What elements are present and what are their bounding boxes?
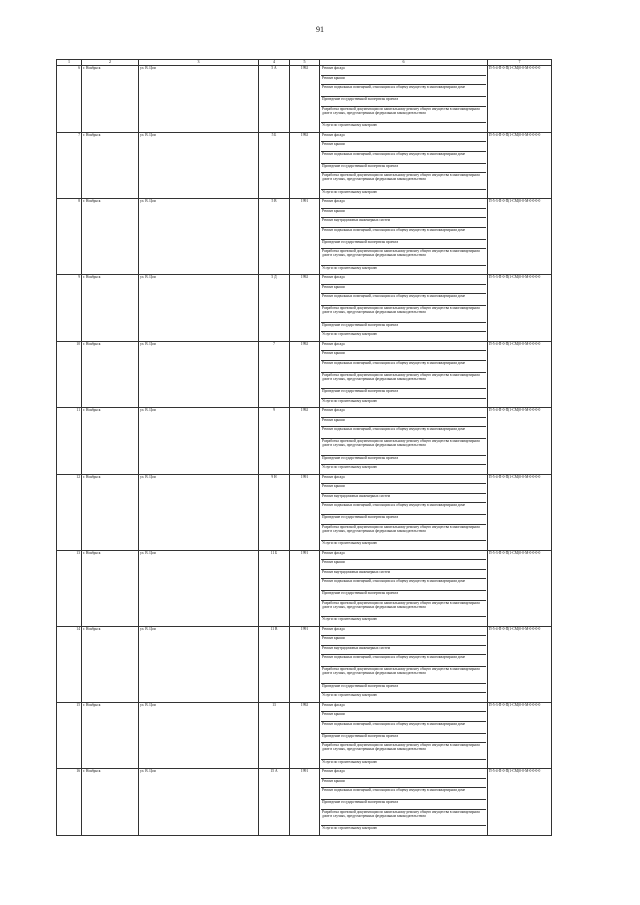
work-types <box>320 702 488 769</box>
house-number: 5 В <box>259 199 290 275</box>
table-row <box>57 66 552 133</box>
work-item: Ремонт подвальных помещений, относящихся к общему имуществу в многоквартирном доме <box>321 427 486 439</box>
work-item: Ремонт подвальных помещений, относящихся к общему имуществу в многоквартирном доме <box>321 503 486 515</box>
row-number: 14 <box>57 626 82 702</box>
work-item: Ремонт подвальных помещений, относящихся к общему имуществу в многоквартирном доме <box>321 655 486 667</box>
house-number: 5 Д <box>259 275 290 342</box>
work-item: Ремонт фасада <box>321 342 486 352</box>
work-item: Ремонт фасада <box>321 199 486 209</box>
row-number: 7 <box>57 132 82 199</box>
work-item: Ремонт подвальных помещений, относящихся к общему имуществу в многоквартирном доме <box>321 579 486 591</box>
table-row <box>57 702 552 769</box>
work-types <box>320 769 488 836</box>
work-item: Разработка проектной документации по капитальному ремонту общего имущества в многоквартирном доме в случаях, предусмотренных федеральным законодательством <box>321 173 486 190</box>
work-item: Проведение государственной экспертизы проекта <box>321 240 486 250</box>
city: г. Ноябрьск <box>82 626 139 702</box>
work-item: Ремонт крыши <box>321 285 486 295</box>
work-item: Проведение государственной экспертизы проекта <box>321 97 486 107</box>
row-number: 6 <box>57 66 82 133</box>
street: ул. В. Цои <box>139 199 259 275</box>
street: ул. В. Цои <box>139 550 259 626</box>
building-code: П-5-3-П-0-П(1-СМ)0-0-М-0-0-0-0 <box>488 275 552 342</box>
house-number: 11 В <box>259 626 290 702</box>
work-item: Ремонт подвальных помещений, относящихся к общему имуществу в многоквартирном доме <box>321 361 486 373</box>
row-number: 11 <box>57 408 82 475</box>
work-types <box>320 275 488 342</box>
city: г. Ноябрьск <box>82 132 139 199</box>
street: ул. В. Цои <box>139 702 259 769</box>
work-item: Ремонт фасада <box>321 66 486 76</box>
build-year: 1992 <box>290 702 320 769</box>
work-item: Ремонт внутридомовых инженерных систем <box>321 494 486 504</box>
building-code: П-5-4-П-0-П(1-СМ)0-0-М-0-0-0-0 <box>488 408 552 475</box>
work-item: Разработка проектной документации по капитальному ремонту общего имущества в многоквартирном доме в случаях, предусмотренных федеральным законодательством <box>321 373 486 390</box>
work-item: Ремонт крыши <box>321 636 486 646</box>
street: ул. В. Цои <box>139 341 259 408</box>
work-item: Проведение государственной экспертизы проекта <box>321 164 486 174</box>
table-row <box>57 626 552 702</box>
work-item: Ремонт внутридомовых инженерных систем <box>321 646 486 656</box>
row-number: 8 <box>57 199 82 275</box>
work-item: Ремонт внутридомовых инженерных систем <box>321 218 486 228</box>
table-row <box>57 132 552 199</box>
work-item: Услуги по строительному контролю <box>322 826 378 830</box>
work-types <box>320 474 488 550</box>
work-item: Услуги по строительному контролю <box>322 617 378 621</box>
work-item: Проведение государственной экспертизы проекта <box>321 800 486 810</box>
building-code: П-5-3-П-0-П(1-СМ)0-0-М-0-0-0-0 <box>488 199 552 275</box>
city: г. Ноябрьск <box>82 66 139 133</box>
work-item: Разработка проектной документации по капитальному ремонту общего имущества в многоквартирном доме в случаях, предусмотренных федеральным законодательством <box>321 439 486 456</box>
work-item: Ремонт крыши <box>321 76 486 86</box>
work-item: Ремонт внутридомовых инженерных систем <box>321 570 486 580</box>
work-item: Разработка проектной документации по капитальному ремонту общего имущества в многоквартирном доме в случаях, предусмотренных федеральным законодательством <box>321 667 486 684</box>
house-number: 11 Б <box>259 550 290 626</box>
city: г. Ноябрьск <box>82 408 139 475</box>
row-number: 9 <box>57 275 82 342</box>
table-row <box>57 474 552 550</box>
row-number: 12 <box>57 474 82 550</box>
street: ул. В. Цои <box>139 408 259 475</box>
work-item: Ремонт фасада <box>321 769 486 779</box>
table-row <box>57 769 552 836</box>
column-number: 4 <box>259 60 290 66</box>
build-year: 1991 <box>290 474 320 550</box>
work-item: Услуги по строительному контролю <box>322 123 378 127</box>
work-item: Ремонт фасада <box>321 627 486 637</box>
work-item: Разработка проектной документации по капитальному ремонту общего имущества в многоквартирном доме в случаях, предусмотренных федеральным законодательством <box>321 743 486 760</box>
work-types <box>320 408 488 475</box>
street: ул. В. Цои <box>139 769 259 836</box>
page-number: 91 <box>316 25 324 34</box>
city: г. Ноябрьск <box>82 769 139 836</box>
work-item: Ремонт подвальных помещений, относящихся к общему имуществу в многоквартирном доме <box>321 788 486 800</box>
work-item: Проведение государственной экспертизы проекта <box>321 456 486 466</box>
work-item: Ремонт крыши <box>321 560 486 570</box>
work-types <box>320 341 488 408</box>
build-year: 1992 <box>290 132 320 199</box>
street: ул. В. Цои <box>139 275 259 342</box>
work-item: Разработка проектной документации по капитальному ремонту общего имущества в многоквартирном доме в случаях, предусмотренных федеральным законодательством <box>321 107 486 124</box>
house-number: 5 А <box>259 66 290 133</box>
house-number: 5 Б <box>259 132 290 199</box>
work-item: Ремонт крыши <box>321 712 486 722</box>
house-number: 7 <box>259 341 290 408</box>
building-code: П-5-4-П-0-П(1-СМ)0-0-М-0-0-0-0 <box>488 341 552 408</box>
work-item: Ремонт фасада <box>321 408 486 418</box>
house-number: 15 А <box>259 769 290 836</box>
row-number: 16 <box>57 769 82 836</box>
build-year: 1992 <box>290 341 320 408</box>
city: г. Ноябрьск <box>82 550 139 626</box>
row-number: 13 <box>57 550 82 626</box>
work-item: Разработка проектной документации по капитальному ремонту общего имущества в многоквартирном доме в случаях, предусмотренных федеральным законодательством <box>321 306 486 323</box>
work-types <box>320 626 488 702</box>
work-item: Услуги по строительному контролю <box>322 332 378 336</box>
work-types <box>320 550 488 626</box>
build-year: 1991 <box>290 769 320 836</box>
work-item: Проведение государственной экспертизы проекта <box>321 591 486 601</box>
city: г. Ноябрьск <box>82 474 139 550</box>
city: г. Ноябрьск <box>82 341 139 408</box>
row-number: 10 <box>57 341 82 408</box>
street: ул. В. Цои <box>139 66 259 133</box>
work-item: Ремонт фасада <box>321 475 486 485</box>
city: г. Ноябрьск <box>82 275 139 342</box>
work-item: Услуги по строительному контролю <box>322 541 378 545</box>
build-year: 1992 <box>290 275 320 342</box>
building-code: П-5-4-П-0-П(1-СМ)0-0-М-0-0-0-0 <box>488 132 552 199</box>
work-item: Услуги по строительному контролю <box>322 189 378 194</box>
build-year: 1992 <box>290 66 320 133</box>
build-year: 1992 <box>290 408 320 475</box>
repair-program-table <box>56 59 552 836</box>
table-row <box>57 199 552 275</box>
city: г. Ноябрьск <box>82 199 139 275</box>
city: г. Ноябрьск <box>82 702 139 769</box>
street: ул. В. Цои <box>139 626 259 702</box>
work-types <box>320 199 488 275</box>
table-row <box>57 275 552 342</box>
work-item: Проведение государственной экспертизы проекта <box>321 515 486 525</box>
work-item: Услуги по строительному контролю <box>322 398 378 403</box>
work-item: Разработка проектной документации по капитальному ремонту общего имущества в многоквартирном доме в случаях, предусмотренных федеральным законодательством <box>321 525 486 542</box>
work-item: Ремонт крыши <box>321 209 486 219</box>
work-item: Разработка проектной документации по капитальному ремонту общего имущества в многоквартирном доме в случаях, предусмотренных федеральным законодательством <box>321 810 486 827</box>
work-item: Ремонт подвальных помещений, относящихся к общему имуществу в многоквартирном доме <box>321 85 486 97</box>
table-row <box>57 341 552 408</box>
column-number: 1 <box>57 60 82 66</box>
work-item: Ремонт крыши <box>321 142 486 152</box>
work-item: Ремонт фасада <box>321 703 486 713</box>
building-code: П-5-4-П-0-П(1-СМ)0-0-М-0-0-0-0 <box>488 66 552 133</box>
building-code: П-5-4-П-0-П(1-СМ)0-0-М-0-0-0-0 <box>488 474 552 550</box>
work-item: Ремонт подвальных помещений, относящихся к общему имуществу в многоквартирном доме <box>321 152 486 164</box>
work-item: Ремонт крыши <box>321 779 486 789</box>
work-item: Ремонт крыши <box>321 351 486 361</box>
work-item: Ремонт подвальных помещений, относящихся к общему имуществу в многоквартирном доме <box>321 228 486 240</box>
building-code: П-5-3-П-0-П(1-СМ)0-0-М-0-0-0-0 <box>488 550 552 626</box>
work-item: Ремонт крыши <box>321 418 486 428</box>
work-item: Проведение государственной экспертизы проекта <box>321 734 486 744</box>
build-year: 1991 <box>290 550 320 626</box>
work-item: Разработка проектной документации по капитальному ремонту общего имущества в многоквартирном доме в случаях, предусмотренных федеральным законодательством <box>321 249 486 266</box>
work-item: Ремонт фасада <box>321 275 486 285</box>
build-year: 1991 <box>290 199 320 275</box>
building-code: П-5-3-П-0-П(1-СМ)0-0-М-0-0-0-0 <box>488 702 552 769</box>
row-number: 15 <box>57 702 82 769</box>
work-item: Услуги по строительному контролю <box>322 465 378 469</box>
column-number: 5 <box>290 60 320 66</box>
work-item: Услуги по строительному контролю <box>322 265 378 270</box>
building-code: П-5-4-П-0-П(1-СМ)0-0-М-0-0-0-0 <box>488 769 552 836</box>
work-item: Ремонт подвальных помещений, относящихся к общему имуществу в многоквартирном доме <box>321 722 486 734</box>
work-item: Разработка проектной документации по капитальному ремонту общего имущества в многоквартирном доме в случаях, предусмотренных федеральным законодательством <box>321 601 486 618</box>
work-item: Услуги по строительному контролю <box>322 759 378 764</box>
work-item: Проведение государственной экспертизы проекта <box>321 389 486 399</box>
build-year: 1991 <box>290 626 320 702</box>
work-item: Ремонт крыши <box>321 484 486 494</box>
work-types <box>320 66 488 133</box>
work-types <box>320 132 488 199</box>
work-item: Ремонт фасада <box>321 133 486 143</box>
work-item: Проведение государственной экспертизы проекта <box>321 323 486 333</box>
work-item: Услуги по строительному контролю <box>322 693 378 697</box>
column-number: 3 <box>139 60 259 66</box>
building-code: П-5-4-П-0-П(1-СМ)0-0-М-0-0-0-0 <box>488 626 552 702</box>
column-number: 6 <box>320 60 488 66</box>
street: ул. В. Цои <box>139 474 259 550</box>
work-item: Проведение государственной экспертизы проекта <box>321 684 486 694</box>
column-number: 7 <box>488 60 552 66</box>
table-row <box>57 550 552 626</box>
house-number: 9 <box>259 408 290 475</box>
work-item: Ремонт подвальных помещений, относящихся к общему имуществу в многоквартирном доме <box>321 294 486 306</box>
house-number: 13 <box>259 702 290 769</box>
house-number: 9 Н <box>259 474 290 550</box>
work-item: Ремонт фасада <box>321 551 486 561</box>
street: ул. В. Цои <box>139 132 259 199</box>
column-number: 2 <box>82 60 139 66</box>
table-row <box>57 408 552 475</box>
